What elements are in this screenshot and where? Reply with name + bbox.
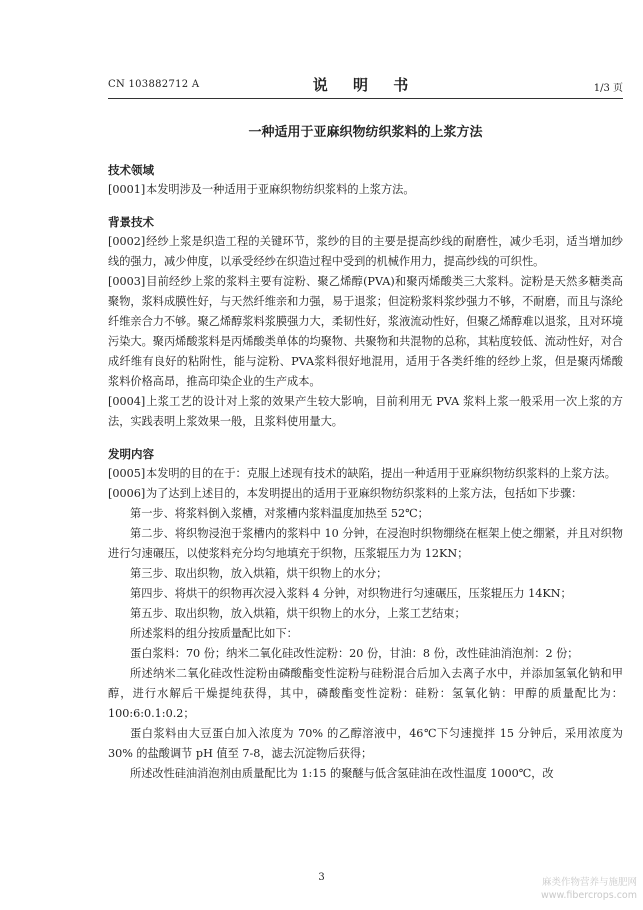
paragraph-text: 为了达到上述目的，本发明提出的适用于亚麻织物纺织浆料的上浆方法，包括如下步骤： xyxy=(146,487,583,500)
paragraph-0002 xyxy=(108,232,623,272)
paragraph-text: 经纱上浆是织造工程的关键环节，浆纱的目的主要是提高纱线的耐磨性，减少毛羽，适当增加纱线的强力，减少伸度，以承受经纱在织造过程中受到的机械作用力，提高纱线的可织性。 xyxy=(108,235,623,268)
section-heading-invention: 发明内容 xyxy=(108,447,154,461)
paragraph-text: 上浆工艺的设计对上浆的效果产生较大影响，目前利用无 PVA 浆料上浆一般采用一次上浆的方法，实践表明上浆效果一般，且浆料使用量大。 xyxy=(108,395,623,428)
paragraph-0005 xyxy=(108,464,623,484)
paragraph-number: [0004] xyxy=(108,395,146,408)
nano-starch-description: 所述纳米二氧化硅改性淀粉由磷酸酯变性淀粉与硅粉混合后加入去离子水中，并添加氢氧化钠和甲醇，进行水解后干燥提纯获得，其中，磷酸酯变性淀粉：硅粉：氢氧化钠：甲醇的质量配比为：100:6:0.1:0.2； xyxy=(108,667,623,720)
silicone-defoamer-description: 所述改性硅油消泡剂由质量配比为 1:15 的聚醚与低含氢硅油在改性温度 1000℃，改 xyxy=(130,767,554,780)
protein-size-description: 蛋白浆料由大豆蛋白加入浓度为 70% 的乙醇溶液中，46℃下匀速搅拌 15 分钟后，采用浓度为 30% 的盐酸调节 pH 值至 7-8，滤去沉淀物后获得； xyxy=(108,727,623,760)
page-of-indicator: 1/3 页 xyxy=(593,83,623,94)
page-header xyxy=(108,74,623,96)
paragraph-number: [0003] xyxy=(108,275,146,288)
patent-number: CN 103882712 A xyxy=(108,79,200,90)
composition-intro: 所述浆料的组分按质量配比如下： xyxy=(130,627,298,640)
step-4: 第四步、将烘干的织物再次浸入浆料 4 分钟，对织物进行匀速碾压，压浆辊压力 14KN； xyxy=(130,587,572,600)
section-heading-background: 背景技术 xyxy=(108,215,154,229)
section-heading-tech-field: 技术领域 xyxy=(108,163,154,177)
paragraph-0006 xyxy=(108,484,623,504)
paragraph-text: 本发明的目的在于：克服上述现有技术的缺陷，提出一种适用于亚麻织物纺织浆料的上浆方法。 xyxy=(146,467,616,480)
step-1: 第一步、将浆料倒入浆槽，对浆槽内浆料温度加热至 52℃； xyxy=(130,507,429,520)
watermark-site-name: 麻类作物营养与施肥网 xyxy=(541,877,637,888)
step-2: 第二步、将织物浸泡于浆槽内的浆料中 10 分钟，在浸泡时织物绷绕在框架上使之绷紧，并且对织物进行匀速碾压，以使浆料充分均匀地填充于织物，压浆辊压力为 12KN； xyxy=(108,527,623,560)
paragraph-text: 目前经纱上浆的浆料主要有淀粉、聚乙烯醇(PVA)和聚丙烯酸类三大浆料。淀粉是天然多糖类高聚物，浆料成膜性好，与天然纤维亲和力强，易于退浆；但淀粉浆料浆纱强力不够，不耐磨，而且与涤纶纤维亲合力不够。聚乙烯醇浆料浆膜强力大，柔韧性好，浆液流动性好，但聚乙烯醇难以退浆，且对环境污染大。聚丙烯酸浆料是丙烯酸类单体的均聚物、共聚物和共混物的总称，其粘度较低、流动性好，对合成纤维有良好的粘附性，能与淀粉、PVA浆料很好地混用，适用于各类纤维的经纱上浆，但是聚丙烯酸浆料价格高昂，推高印染企业的生产成本。 xyxy=(108,275,623,388)
paragraph-number: [0002] xyxy=(108,235,146,248)
paragraph-number: [0006] xyxy=(108,487,146,500)
paragraph-0003 xyxy=(108,272,623,392)
step-5: 第五步、取出织物，放入烘箱，烘干织物上的水分，上浆工艺结束； xyxy=(130,607,466,620)
document-title: 一种适用于亚麻织物纺织浆料的上浆方法 xyxy=(248,125,483,140)
site-watermark xyxy=(541,876,637,902)
document-body xyxy=(108,160,623,784)
header-divider xyxy=(108,98,623,99)
paragraph-number: [0001] xyxy=(108,183,146,196)
watermark-url: www.fibercrops.com xyxy=(540,890,637,901)
paragraph-number: [0005] xyxy=(108,467,146,480)
step-3: 第三步、取出织物，放入烘箱，烘干织物上的水分； xyxy=(130,567,388,580)
paragraph-0004 xyxy=(108,392,623,432)
paragraph-0001 xyxy=(108,180,623,200)
doc-type-label: 说 明 书 xyxy=(312,76,419,94)
page-number: 3 xyxy=(318,872,325,883)
composition-ratio: 蛋白浆料：70 份；纳米二氧化硅改性淀粉：20 份，甘油：8 份，改性硅油消泡剂：2 份； xyxy=(130,647,579,660)
paragraph-text: 本发明涉及一种适用于亚麻织物纺织浆料的上浆方法。 xyxy=(146,183,415,196)
